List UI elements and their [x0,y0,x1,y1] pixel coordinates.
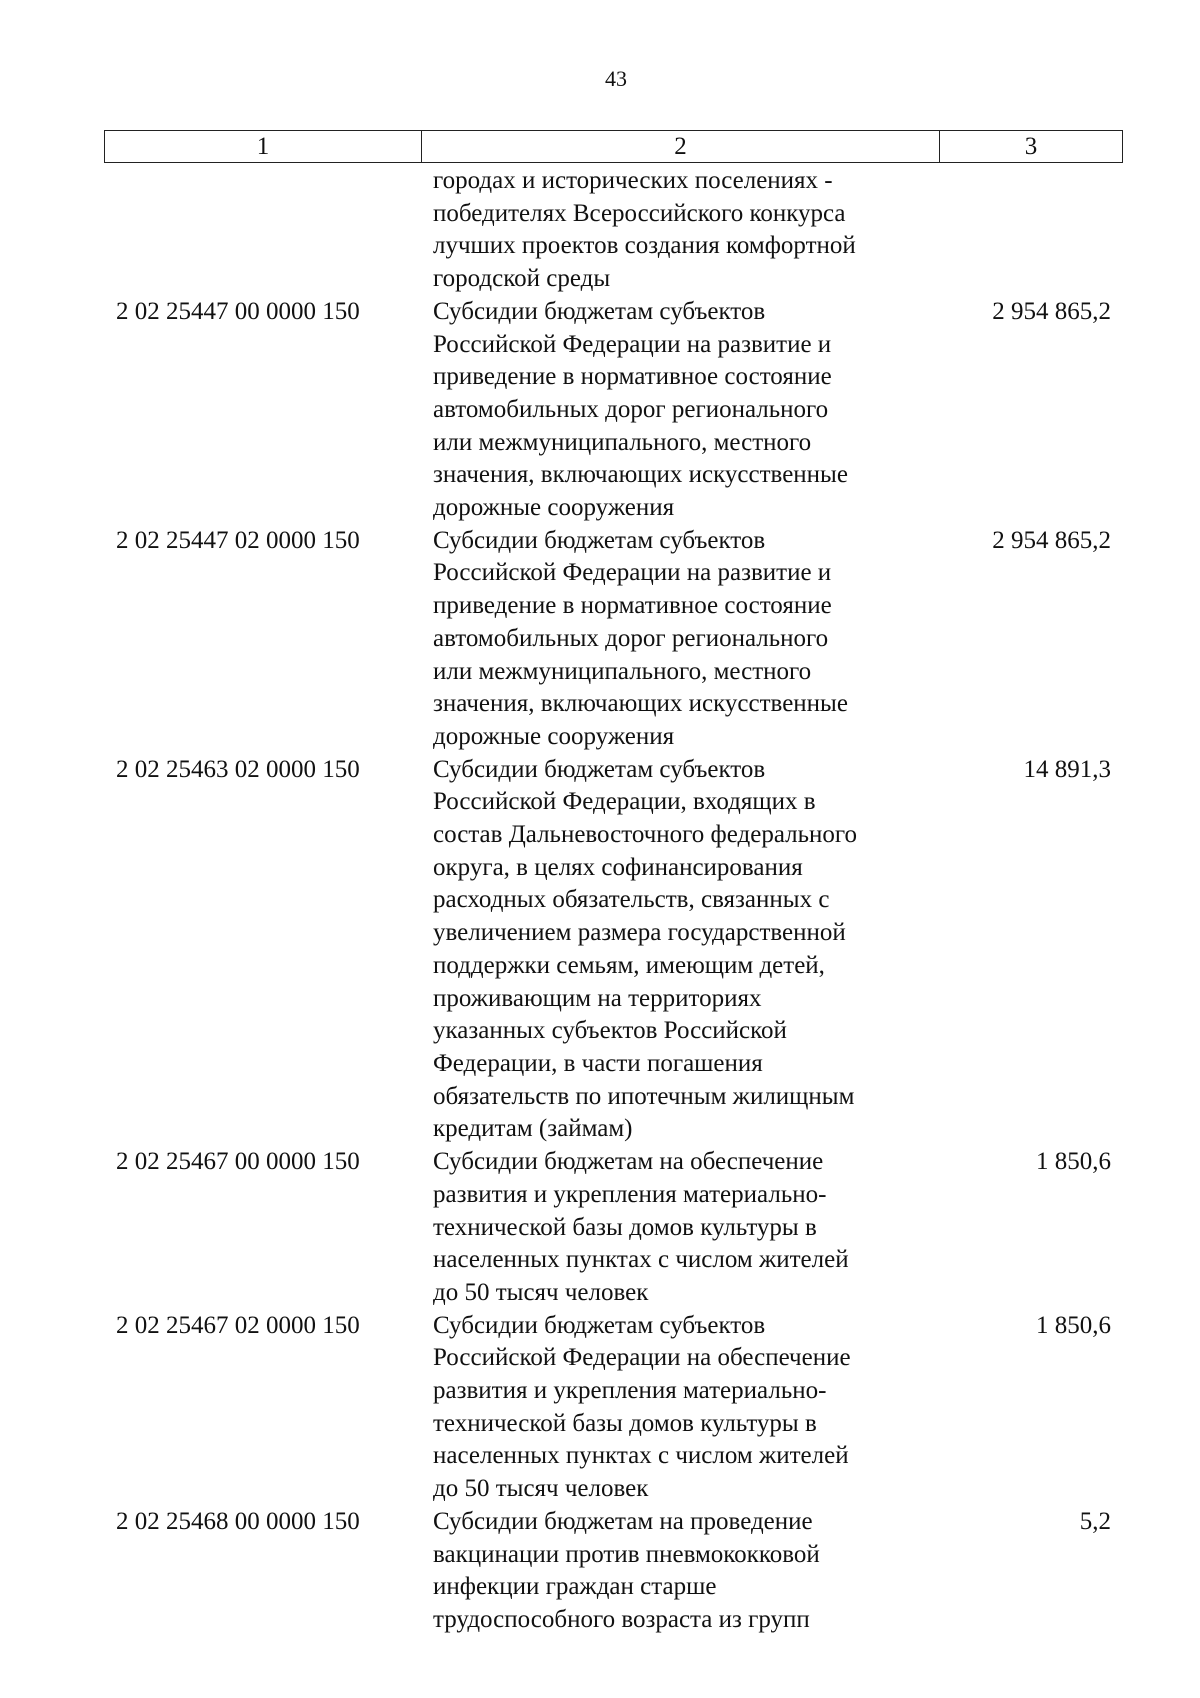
row-code: 2 02 25467 02 0000 150 [116,1311,360,1339]
row-description: Субсидии бюджетам субъектов Российской Федерации на обеспечение развития и укрепления материально- технической базы домов культуры в населенных пунктах с числом жителей до 50 тысяч человек [433,1311,851,1503]
header-col-3: 3 [1024,133,1038,160]
table-row [104,1310,1123,1506]
row-amount: 1 850,6 [1036,1311,1111,1339]
row-description: Субсидии бюджетам на обеспечение развития и укрепления материально- технической базы домов культуры в населенных пунктах с числом жителей до 50 тысяч человек [433,1148,849,1306]
table-row [104,296,1123,525]
row-amount: 1 850,6 [1036,1148,1111,1176]
row-amount: 5,2 [1079,1507,1111,1535]
row-amount: 14 891,3 [1023,755,1111,783]
row-description: Субсидии бюджетам субъектов Российской Федерации на развитие и приведение в нормативное состояние автомобильных дорог регионального или межмуниципального, местного значения, включающих искусственные дорожные сооружения [433,297,848,522]
budget-table-body [104,165,1123,1637]
row-code: 2 02 25468 00 0000 150 [116,1507,360,1535]
table-row [104,1506,1123,1637]
table-header [104,130,1123,163]
row-code: 2 02 25447 00 0000 150 [116,297,360,325]
row-code: 2 02 25463 02 0000 150 [116,755,360,783]
header-col-2: 2 [422,131,940,162]
header-col-1: 1 [105,131,422,162]
row-description: городах и исторических поселениях - победителях Всероссийского конкурса лучших проектов создания комфортной городской среды [433,167,856,293]
row-amount: 2 954 865,2 [992,526,1111,554]
row-description: Субсидии бюджетам субъектов Российской Федерации, входящих в состав Дальневосточного федерального округа, в целях софинансирования расходных обязательств, связанных с увеличением размера государственной поддержки семьям, имеющим детей, проживающим на территориях указанных субъектов Российской Федерации, в части погашения обязательств по ипотечным жилищным кредитам (займам) [433,755,858,1143]
row-description: Субсидии бюджетам на проведение вакцинации против пневмококковой инфекции граждан старше трудоспособного возраста из групп [433,1507,820,1633]
row-code: 2 02 25447 02 0000 150 [116,526,360,554]
table-row [104,165,1123,296]
table-row [104,754,1123,1146]
table-row [104,525,1123,754]
table-row [104,1146,1123,1310]
row-amount: 2 954 865,2 [992,297,1111,325]
page-number: 43 [605,66,627,91]
row-description: Субсидии бюджетам субъектов Российской Федерации на развитие и приведение в нормативное состояние автомобильных дорог регионального или межмуниципального, местного значения, включающих искусственные дорожные сооружения [433,526,848,750]
row-code: 2 02 25467 00 0000 150 [116,1148,360,1176]
